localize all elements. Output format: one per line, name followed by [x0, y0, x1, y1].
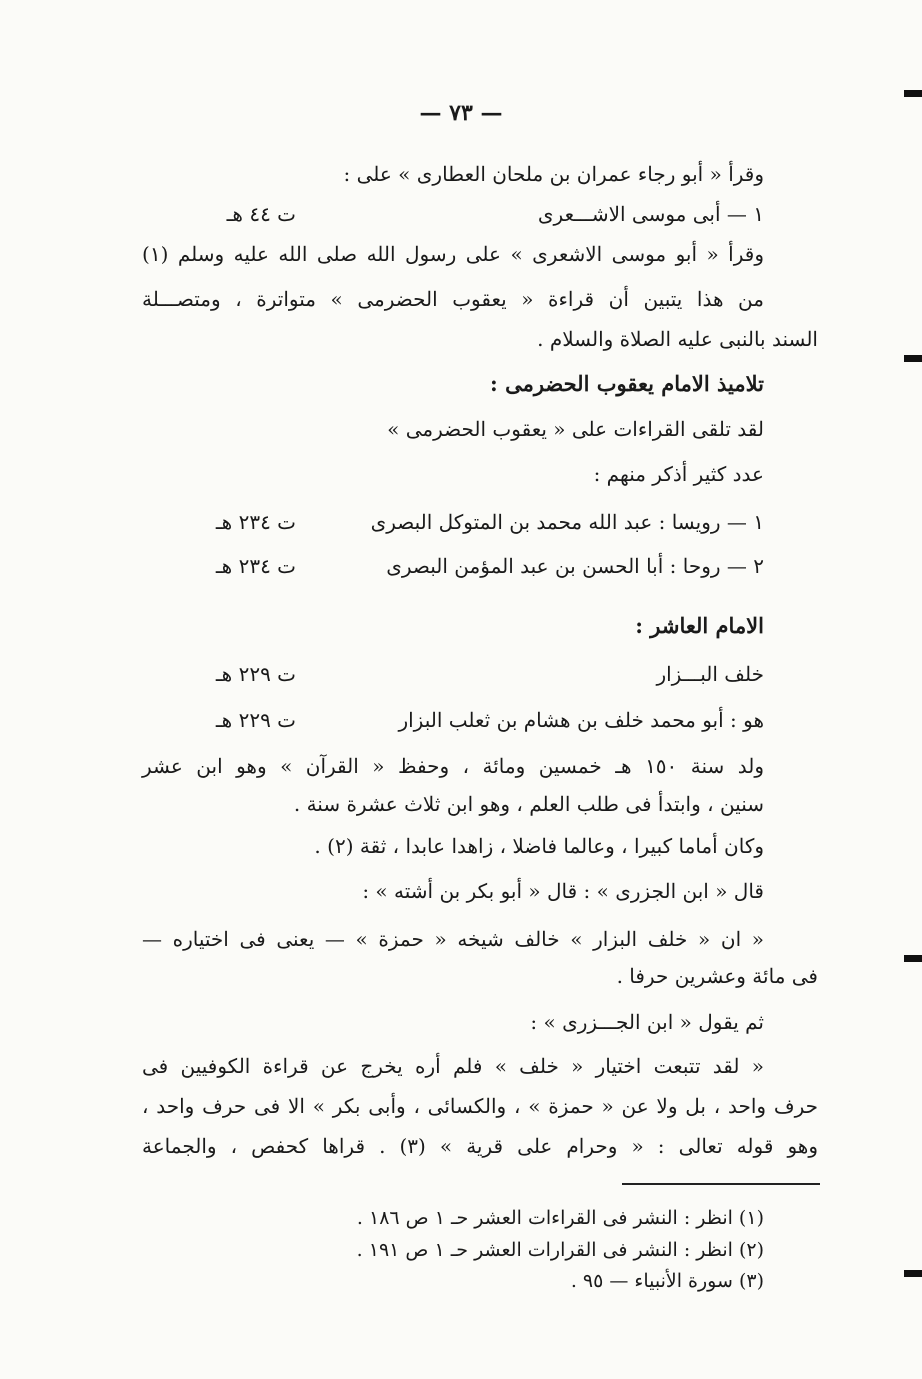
text-line: ثم يقول « ابن الجـــزرى » :	[530, 1010, 764, 1034]
death-date: ت ٢٣٤ هـ	[215, 510, 296, 534]
scan-edge-mark	[904, 355, 922, 362]
death-date: ت ٢٣٤ هـ	[215, 554, 296, 578]
text-line: لقد تلقى القراءات على « يعقوب الحضرمى »	[387, 417, 764, 441]
footnote: (٣) سورة الأنبياء — ٩٥ .	[570, 1270, 764, 1292]
section-heading: تلاميذ الامام يعقوب الحضرمى :	[490, 371, 764, 396]
text-line: من هذا يتبين أن قراءة « يعقوب الحضرمى » متواترة ، ومتصـــلة	[142, 287, 764, 311]
text-line: ولد سنة ١٥٠ هـ خمسين ومائة ، وحفظ « القرآن » وهو ابن عشر	[142, 754, 764, 778]
text-line: وقرأ « أبو موسى الاشعرى » على رسول الله صلى الله عليه وسلم (١)	[142, 242, 764, 266]
text-line: السند بالنبى عليه الصلاة والسلام .	[537, 327, 818, 351]
scan-edge-mark	[904, 1270, 922, 1277]
text-line: وهو قوله تعالى : « وحرام على قرية » (٣) . قراها كحفص ، والجماعة	[142, 1134, 819, 1158]
text-line: عدد كثير أذكر منهم :	[593, 462, 764, 486]
death-date: ت ٢٢٩ هـ	[215, 662, 296, 686]
text-line: « لقد تتبعت اختيار « خلف » فلم أره يخرج عن قراءة الكوفيين فى	[142, 1054, 764, 1078]
footnote: (٢) انظر : النشر فى القرارات العشر حـ ١ ص ١٩١ .	[356, 1239, 764, 1261]
death-date: ت ٢٢٩ هـ	[215, 708, 296, 732]
text-line: فى مائة وعشرين حرفا .	[616, 964, 818, 988]
scan-edge-mark	[904, 955, 922, 962]
text-line: سنين ، وابتدأ فى طلب العلم ، وهو ابن ثلاث عشرة سنة .	[293, 792, 764, 816]
text-line: وقرأ « أبو رجاء عمران بن ملحان العطارى » على :	[343, 162, 764, 186]
text-line: قال « ابن الجزرى » : قال « أبو بكر بن أشته » :	[362, 879, 764, 903]
list-item: ٢ — روحا : أبا الحسن بن عبد المؤمن البصرى	[386, 554, 764, 578]
page-number: — ٧٣ —	[419, 100, 503, 126]
footnote-rule	[622, 1183, 820, 1185]
text-line: حرف واحد ، بل ولا عن « حمزة » ، والكسائى ، وأبى بكر » الا فى حرف واحد ،	[142, 1094, 818, 1118]
list-item: ١ — رويسا : عبد الله محمد بن المتوكل البصرى	[370, 510, 764, 534]
footnote: (١) انظر : النشر فى القراءات العشر حـ ١ ص ١٨٦ .	[356, 1207, 764, 1229]
death-date: ت ٤٤ هـ	[226, 202, 296, 226]
text-line: خلف البـــزار	[656, 662, 764, 686]
text-line: « ان « خلف البزار » خالف شيخه « حمزة » — يعنى فى اختياره —	[142, 927, 764, 951]
list-item: ١ — أبى موسى الاشـــعرى	[537, 202, 764, 226]
text-line: وكان أماما كبيرا ، وعالما فاضلا ، زاهدا عابدا ، ثقة (٢) .	[314, 834, 764, 858]
text-line: هو : أبو محمد خلف بن هشام بن ثعلب البزار	[398, 708, 764, 732]
scan-edge-mark	[904, 90, 922, 97]
section-heading: الامام العاشر :	[635, 613, 764, 638]
